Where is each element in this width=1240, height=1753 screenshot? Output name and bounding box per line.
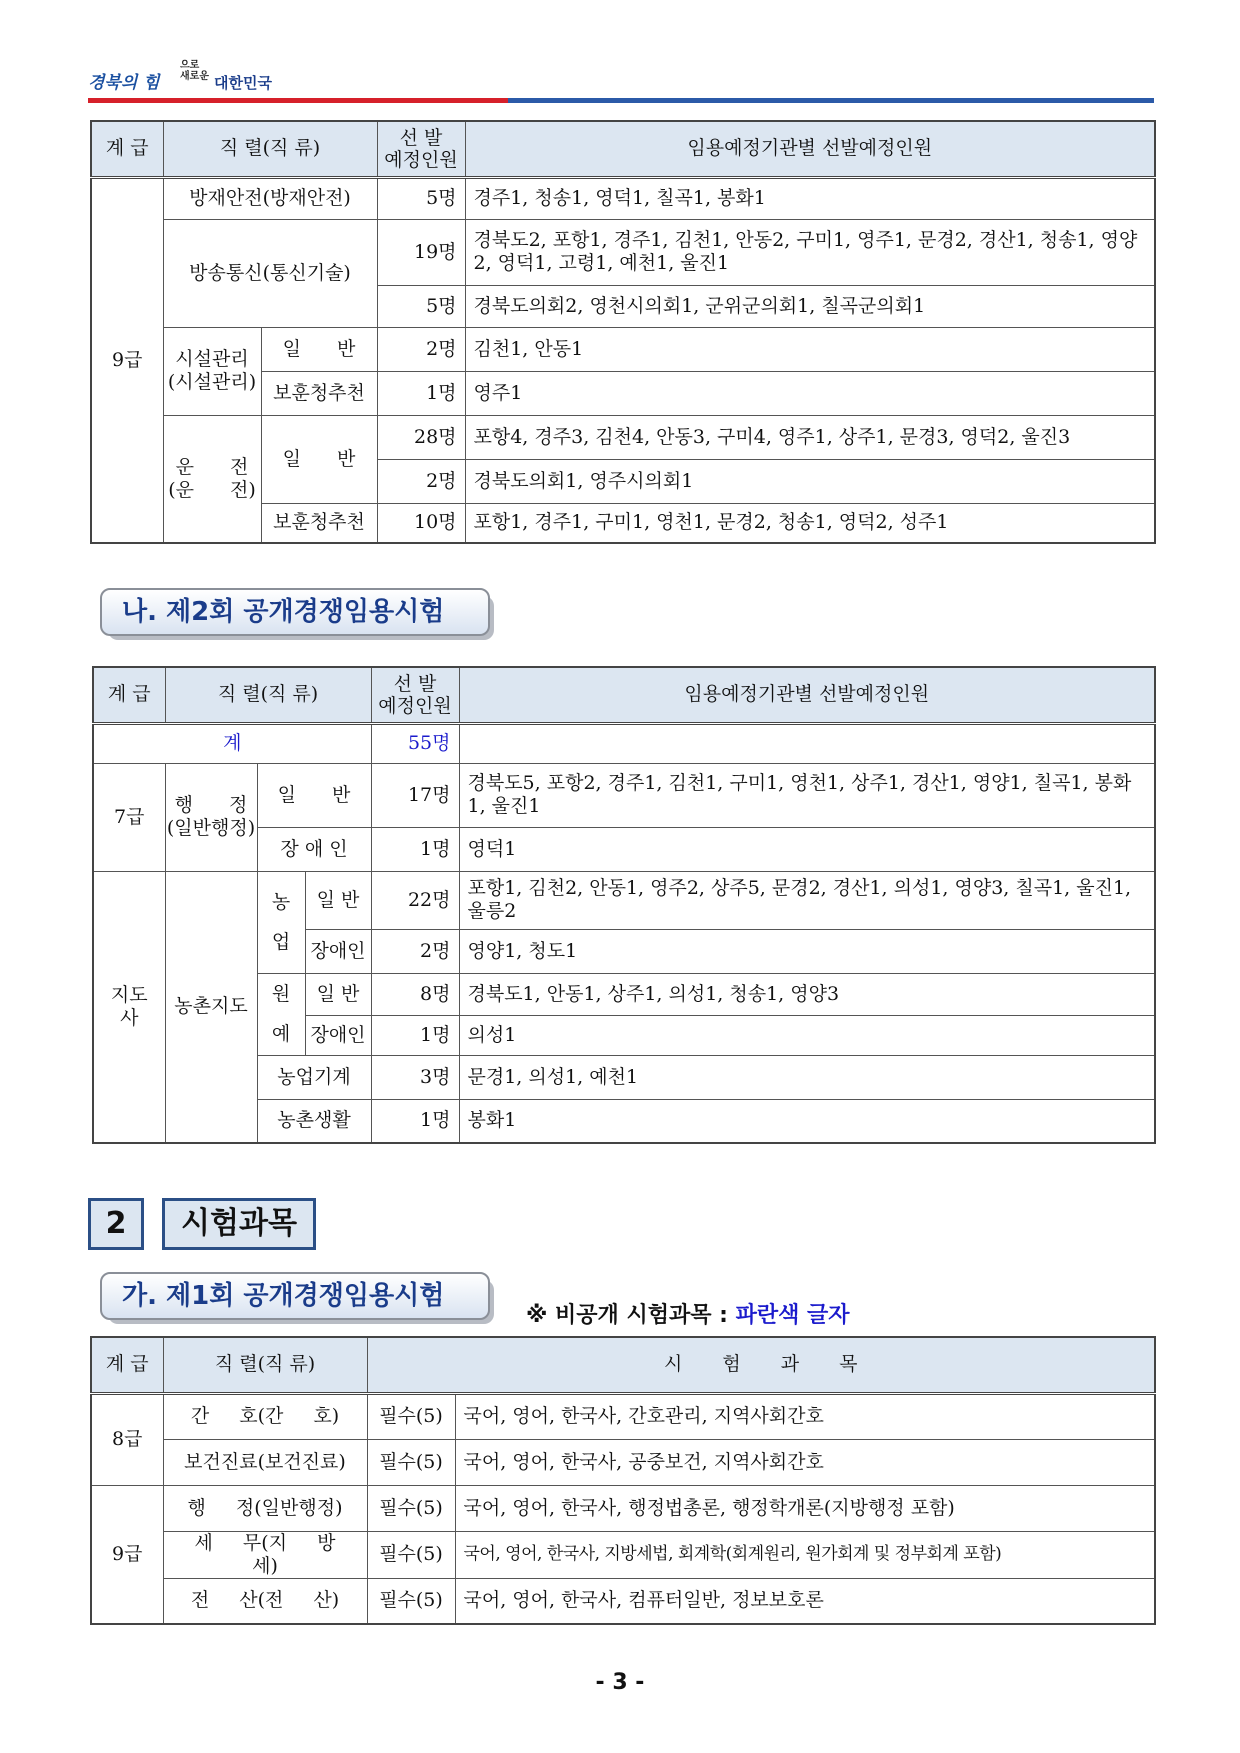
agency-cell: 포항1, 경주1, 구미1, 영천1, 문경2, 청송1, 영덕2, 성주1 [465,503,1155,543]
subjects-cell: 국어, 영어, 한국사, 컴퓨터일반, 정보보호론 [455,1578,1155,1624]
agency-cell: 김천1, 안동1 [465,327,1155,371]
logo-text-right: 대한민국 [214,74,272,92]
agency-cell: 경북도의회1, 영주시의회1 [465,459,1155,503]
sub-series-cell: 일 반 [305,973,371,1015]
col-header-series: 직 렬(직 류) [165,667,371,723]
series-cell: 농촌지도 [165,871,257,1143]
logo-text-left: 경북의 힘 [88,73,160,93]
total-count: 55명 [371,723,459,763]
note-prefix: ※ 비공개 시험과목 : [526,1303,736,1328]
series-cell: 운 전 (운 전) [163,415,261,543]
count-cell: 5명 [377,285,465,327]
grade-cell: 8급 [91,1393,163,1485]
sub-group-cell: 원 예 [257,973,305,1055]
section-title: 시험과목 [162,1198,316,1250]
required-cell: 필수(5) [367,1531,455,1578]
col-header-grade: 계 급 [91,1337,163,1393]
required-cell: 필수(5) [367,1578,455,1624]
section-heading-na: 나. 제2회 공개경쟁임용시험 [100,588,490,636]
agency-cell: 문경1, 의성1, 예천1 [459,1055,1155,1099]
sub-series-cell: 농촌생활 [257,1099,371,1143]
col-header-series: 직 렬(직 류) [163,121,377,177]
agency-cell: 경주1, 청송1, 영덕1, 칠곡1, 봉화1 [465,177,1155,219]
col-header-agency: 임용예정기관별 선발예정인원 [465,121,1155,177]
sub-series-cell: 장 애 인 [257,827,371,871]
agency-cell: 경북도5, 포항2, 경주1, 김천1, 구미1, 영천1, 상주1, 경산1, 영양1, 칠곡1, 봉화1, 울진1 [459,763,1155,827]
sub-series-cell: 일 반 [261,415,377,503]
grade-cell: 9급 [91,1485,163,1624]
logo-text-small: 으로 새로운 [180,60,209,82]
count-cell: 28명 [377,415,465,459]
agency-cell: 경북도1, 안동1, 상주1, 의성1, 청송1, 영양3 [459,973,1155,1015]
total-agency-empty [459,723,1155,763]
agency-cell: 영양1, 청도1 [459,929,1155,973]
col-header-grade: 계 급 [91,121,163,177]
count-cell: 5명 [377,177,465,219]
col-header-subjects: 시 험 과 목 [367,1337,1155,1393]
grade-cell: 지도사 [93,871,165,1143]
col-header-grade: 계 급 [93,667,165,723]
agency-cell: 영주1 [465,371,1155,415]
col-header-agency: 임용예정기관별 선발예정인원 [459,667,1155,723]
total-label: 계 [93,723,371,763]
agency-cell: 경북도의회2, 영천시의회1, 군위군의회1, 칠곡군의회1 [465,285,1155,327]
count-cell: 10명 [377,503,465,543]
count-cell: 22명 [371,871,459,929]
sub-series-cell: 일 반 [261,327,377,371]
count-cell: 19명 [377,219,465,285]
required-cell: 필수(5) [367,1439,455,1485]
sub-series-cell: 농업기계 [257,1055,371,1099]
page-number: - 3 - [595,1670,645,1695]
agency-cell: 봉화1 [459,1099,1155,1143]
col-header-count: 선 발 예정인원 [377,121,465,177]
count-cell: 1명 [377,371,465,415]
sub-series-cell: 일 반 [305,871,371,929]
table-second-exam [92,666,1156,1144]
series-cell: 행 정 (일반행정) [165,763,257,871]
subjects-cell: 국어, 영어, 한국사, 공중보건, 지역사회간호 [455,1439,1155,1485]
count-cell: 8명 [371,973,459,1015]
count-cell: 3명 [371,1055,459,1099]
sub-series-cell: 보훈청추천 [261,503,377,543]
sub-series-cell: 일 반 [257,763,371,827]
agency-cell: 경북도2, 포항1, 경주1, 김천1, 안동2, 구미1, 영주1, 문경2, 경산1, 청송1, 영양2, 영덕1, 고령1, 예천1, 울진1 [465,219,1155,285]
header-rule [88,98,1154,103]
sub-group-cell: 농 업 [257,871,305,973]
agency-cell: 영덕1 [459,827,1155,871]
series-cell: 행 정(일반행정) [163,1485,367,1531]
agency-cell: 포항4, 경주3, 김천4, 안동3, 구미4, 영주1, 상주1, 문경3, 영덕2, 울진3 [465,415,1155,459]
series-cell: 방재안전(방재안전) [163,177,377,219]
series-cell: 간 호(간 호) [163,1393,367,1439]
table-exam-subjects [90,1336,1156,1625]
grade-cell: 7급 [93,763,165,871]
count-cell: 1명 [371,1015,459,1055]
count-cell: 2명 [377,327,465,371]
sub-series-cell: 보훈청추천 [261,371,377,415]
series-cell: 방송통신(통신기술) [163,219,377,327]
subjects-cell: 국어, 영어, 한국사, 간호관리, 지역사회간호 [455,1393,1155,1439]
count-cell: 17명 [371,763,459,827]
subjects-cell: 국어, 영어, 한국사, 지방세법, 회계학(회계원리, 원가회계 및 정부회계 포함) [455,1531,1155,1578]
agency-cell: 포항1, 김천2, 안동1, 영주2, 상주5, 문경2, 경산1, 의성1, 영양3, 칠곡1, 울진1, 울릉2 [459,871,1155,929]
series-cell: 세 무(지 방 세) [163,1531,367,1578]
series-cell: 시설관리 (시설관리) [163,327,261,415]
required-cell: 필수(5) [367,1485,455,1531]
grade-cell: 9급 [91,177,163,543]
subjects-cell: 국어, 영어, 한국사, 행정법총론, 행정학개론(지방행정 포함) [455,1485,1155,1531]
required-cell: 필수(5) [367,1393,455,1439]
section-number: 2 [88,1198,144,1250]
count-cell: 2명 [377,459,465,503]
section-heading-ga: 가. 제1회 공개경쟁임용시험 [100,1272,490,1320]
sub-series-cell: 장애인 [305,929,371,973]
note-highlight: 파란색 글자 [735,1303,850,1328]
note-text [526,1298,850,1329]
table-first-exam-continued [90,120,1156,544]
count-cell: 2명 [371,929,459,973]
series-cell: 전 산(전 산) [163,1578,367,1624]
count-cell: 1명 [371,1099,459,1143]
count-cell: 1명 [371,827,459,871]
series-cell: 보건진료(보건진료) [163,1439,367,1485]
col-header-series: 직 렬(직 류) [163,1337,367,1393]
sub-series-cell: 장애인 [305,1015,371,1055]
col-header-count: 선 발 예정인원 [371,667,459,723]
agency-cell: 의성1 [459,1015,1155,1055]
